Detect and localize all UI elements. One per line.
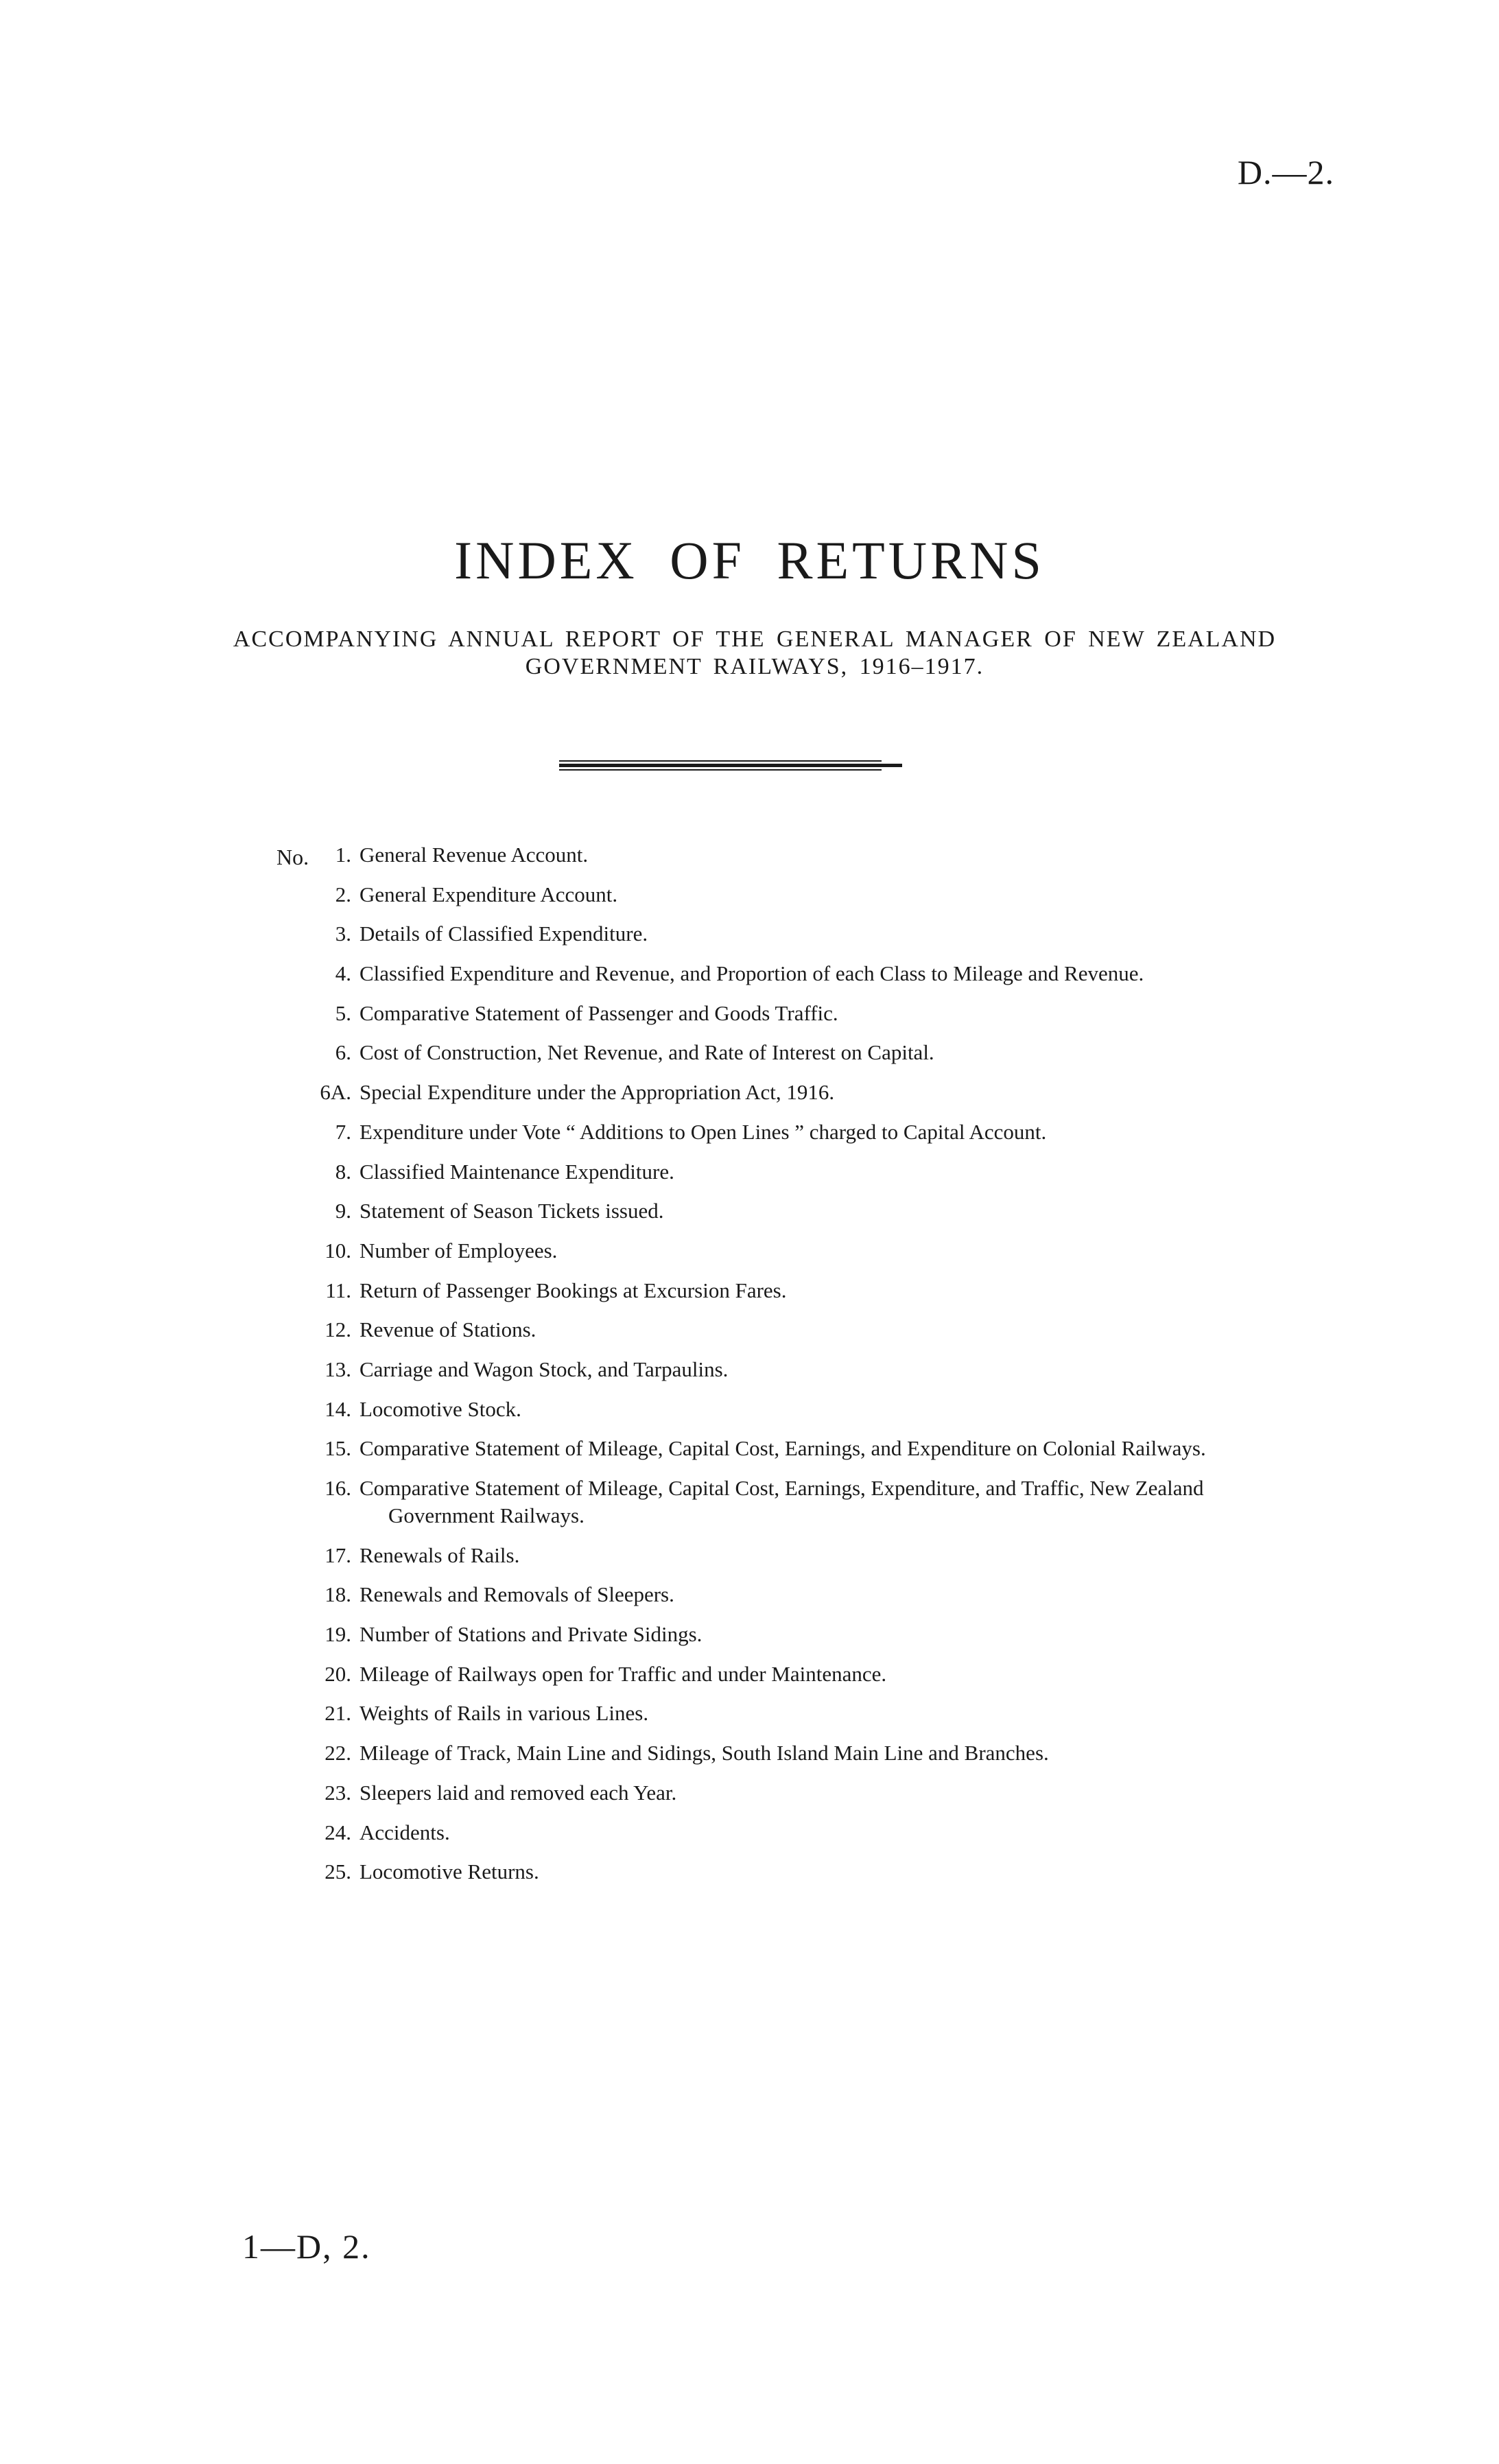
- return-number: 7.: [335, 1119, 351, 1144]
- return-number: 23.: [324, 1780, 351, 1805]
- subtitle-line-1: ACCOMPANYING ANNUAL REPORT OF THE GENERAL MANAGER OF NEW ZEALAND: [233, 626, 1277, 652]
- return-item: [302, 1542, 1345, 1569]
- return-title: Special Expenditure under the Appropriation Act, 1916.: [359, 1080, 835, 1105]
- return-number: 19.: [324, 1622, 351, 1647]
- return-item: [302, 1475, 1345, 1529]
- return-number: 14.: [324, 1396, 351, 1421]
- document-title: INDEX OF RETURNS: [454, 530, 1045, 590]
- return-number: 15.: [324, 1436, 351, 1461]
- subtitle-line-2: GOVERNMENT RAILWAYS, 1916–1917.: [525, 654, 984, 679]
- return-number: 12.: [324, 1317, 351, 1342]
- return-number: 22.: [324, 1741, 351, 1765]
- return-item: [302, 1819, 1345, 1846]
- return-number: 2.: [335, 882, 351, 906]
- return-item: [302, 1158, 1345, 1186]
- return-number: 13.: [324, 1357, 351, 1381]
- return-number: 3.: [335, 922, 351, 946]
- return-title: Expenditure under Vote “ Additions to Open Lines ” charged to Capital Account.: [359, 1119, 1047, 1144]
- return-item: [302, 1396, 1345, 1423]
- return-title: Renewals and Removals of Sleepers.: [359, 1582, 674, 1607]
- return-number: 6.: [335, 1040, 351, 1065]
- page-reference: D.—2.: [1237, 153, 1334, 191]
- return-item: [302, 1197, 1345, 1225]
- return-title: Locomotive Stock.: [359, 1396, 521, 1421]
- return-title: Comparative Statement of Mileage, Capital Cost, Earnings, and Expenditure on Colonial Railways.: [359, 1436, 1206, 1461]
- return-title-continuation: Government Railways.: [388, 1503, 585, 1527]
- return-number: 25.: [324, 1859, 351, 1884]
- return-item: [302, 1581, 1345, 1608]
- return-title: Locomotive Returns.: [359, 1859, 539, 1884]
- return-item: [302, 1621, 1345, 1648]
- list-label: No.: [276, 845, 309, 869]
- document-subtitle: [199, 626, 1310, 681]
- return-number: 11.: [325, 1278, 351, 1302]
- return-number: 21.: [324, 1701, 351, 1726]
- return-title: Renewals of Rails.: [359, 1542, 520, 1567]
- return-item: [302, 920, 1345, 948]
- return-item: [302, 1316, 1345, 1344]
- return-title: Number of Stations and Private Sidings.: [359, 1622, 703, 1647]
- return-title: Mileage of Railways open for Traffic and under Maintenance.: [359, 1661, 887, 1686]
- return-item: [302, 1000, 1345, 1027]
- return-item: [302, 1435, 1345, 1462]
- return-title: Number of Employees.: [359, 1238, 558, 1263]
- return-number: 1.: [335, 843, 351, 867]
- return-item: [302, 1356, 1345, 1383]
- return-title: General Expenditure Account.: [359, 882, 618, 906]
- return-item: [302, 841, 1345, 869]
- return-number: 18.: [324, 1582, 351, 1607]
- return-number: 8.: [335, 1159, 351, 1184]
- return-number: 16.: [324, 1476, 351, 1500]
- return-item: [302, 1661, 1345, 1688]
- return-title: Mileage of Track, Main Line and Sidings, South Island Main Line and Branches.: [359, 1741, 1049, 1765]
- return-number: 9.: [335, 1199, 351, 1223]
- return-title: Comparative Statement of Passenger and Goods Traffic.: [359, 1000, 838, 1025]
- returns-list: [302, 841, 1345, 1898]
- return-number: 4.: [335, 961, 351, 986]
- return-number: 10.: [324, 1238, 351, 1263]
- return-title: Classified Expenditure and Revenue, and Proportion of each Class to Mileage and Revenue.: [359, 961, 1144, 986]
- return-item: [302, 960, 1345, 987]
- return-title: Comparative Statement of Mileage, Capital Cost, Earnings, Expenditure, and Traffic, New Zealand: [359, 1476, 1204, 1500]
- decorative-rule: [559, 760, 902, 773]
- return-title: Weights of Rails in various Lines.: [359, 1701, 649, 1726]
- return-title: Revenue of Stations.: [359, 1317, 536, 1342]
- return-title: Classified Maintenance Expenditure.: [359, 1159, 674, 1184]
- return-item: [302, 1079, 1345, 1106]
- return-title: Carriage and Wagon Stock, and Tarpaulins.: [359, 1357, 729, 1381]
- return-number: 24.: [324, 1820, 351, 1844]
- return-title: Statement of Season Tickets issued.: [359, 1199, 664, 1223]
- return-item: [302, 1237, 1345, 1265]
- return-item: [302, 1277, 1345, 1304]
- return-title: Accidents.: [359, 1820, 450, 1844]
- return-item: [302, 1858, 1345, 1886]
- return-title: Return of Passenger Bookings at Excursion Fares.: [359, 1278, 787, 1302]
- return-number: 20.: [324, 1661, 351, 1686]
- return-number: 5.: [335, 1000, 351, 1025]
- return-item: [302, 1700, 1345, 1727]
- return-title: Cost of Construction, Net Revenue, and Rate of Interest on Capital.: [359, 1040, 934, 1065]
- return-item: [302, 1118, 1345, 1146]
- return-item: [302, 1739, 1345, 1767]
- signature-mark: 1—D, 2.: [242, 2227, 371, 2266]
- return-item: [302, 1779, 1345, 1807]
- return-title: General Revenue Account.: [359, 843, 589, 867]
- return-number: 6A.: [320, 1080, 351, 1105]
- return-item: [302, 881, 1345, 908]
- return-item: [302, 1039, 1345, 1066]
- return-title: Details of Classified Expenditure.: [359, 922, 648, 946]
- return-title: Sleepers laid and removed each Year.: [359, 1780, 677, 1805]
- return-number: 17.: [324, 1542, 351, 1567]
